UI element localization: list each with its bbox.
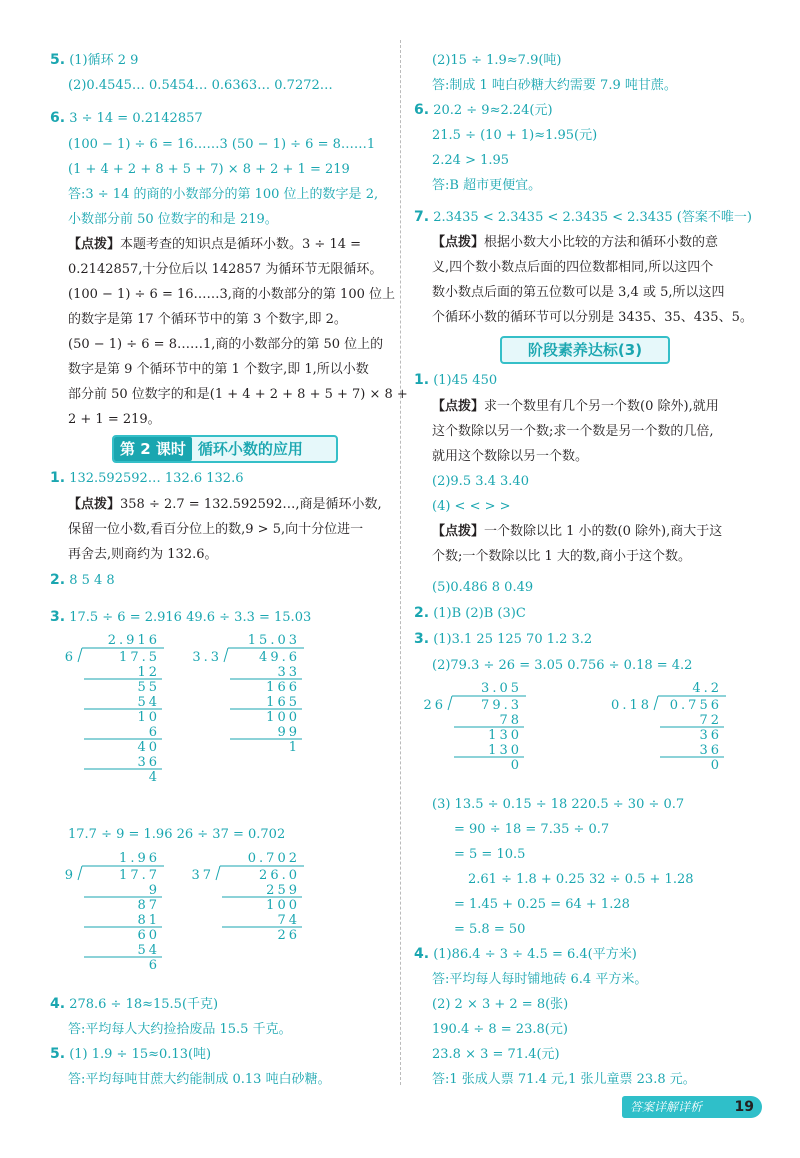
division-divisor: 0.18 (611, 698, 652, 713)
answer-line: 答:制成 1 吨白砂糖大约需要 7.9 吨甘蔗。 (432, 78, 677, 93)
page-number: 19 (734, 1099, 754, 1115)
division-quotient: 3.05 (481, 681, 522, 696)
answer-line: (4) < < > > (432, 499, 511, 514)
hint-line: 再舍去,则商约为 132.6。 (68, 547, 218, 562)
division-step: 100 (266, 710, 300, 725)
answer-line: 2.24 > 1.95 (432, 153, 510, 168)
division-step: 6 (148, 958, 160, 973)
division-bracket-curve (216, 866, 220, 880)
division-divisor: 3.3 (192, 650, 222, 665)
division-step: 78 (499, 713, 522, 728)
hint-line: 【点拨】本题考查的知识点是循环小数。3 ÷ 14 = (68, 237, 362, 252)
hint-line: 【点拨】358 ÷ 2.7 = 132.592592…,商是循环小数, (68, 497, 382, 512)
hint-line: 【点拨】求一个数里有几个另一个数(0 除外),就用 (432, 399, 719, 414)
hint-line: 0.2142857,十分位后以 142857 为循环节无限循环。 (68, 262, 383, 277)
answer-line: 小数部分前 50 位数字的和是 219。 (68, 212, 278, 227)
answer-line: 6. 20.2 ÷ 9≈2.24(元) (414, 102, 553, 118)
division-step: 36 (699, 728, 722, 743)
hint-line: 保留一位小数,看百分位上的数,9 > 5,向十分位进一 (68, 522, 364, 537)
column-divider (400, 40, 401, 1085)
division-quotient: 4.2 (692, 681, 722, 696)
division-step: 165 (266, 695, 300, 710)
division-step: 99 (277, 725, 300, 740)
answer-line: 3. (1)3.1 25 125 70 1.2 3.2 (414, 631, 593, 647)
division-step: 0 (510, 758, 522, 773)
answer-line: 2. 8 5 4 8 (50, 572, 115, 588)
answer-line: 答:B 超市更便宜。 (432, 178, 542, 193)
answer-line: (100 − 1) ÷ 6 = 16……3 (50 − 1) ÷ 6 = 8……1 (68, 137, 376, 152)
division-bracket-curve (448, 696, 452, 710)
answer-line: 1. (1)45 450 (414, 372, 498, 388)
division-step: 6 (148, 725, 160, 740)
answer-line: 4. (1)86.4 ÷ 3 ÷ 4.5 = 6.4(平方米) (414, 946, 637, 962)
lesson-number: 第 2 课时 (114, 437, 192, 461)
answer-line: 23.8 × 3 = 71.4(元) (432, 1047, 560, 1062)
long-division-4 (191, 850, 310, 960)
answer-line: 答:平均每人大约捡拾废品 15.5 千克。 (68, 1022, 292, 1037)
answer-line: 17.7 ÷ 9 = 1.96 26 ÷ 37 = 0.702 (68, 827, 286, 842)
division-bracket-curve (224, 648, 228, 662)
division-step: 81 (137, 913, 160, 928)
division-step: 259 (266, 883, 300, 898)
division-step: 12 (137, 665, 160, 680)
division-step: 36 (699, 743, 722, 758)
hint-line: 的数字是第 17 个循环节中的第 3 个数字,即 2。 (68, 312, 347, 327)
long-division-5 (423, 680, 532, 790)
division-step: 87 (137, 898, 160, 913)
lesson-title: 循环小数的应用 (197, 440, 303, 458)
answer-line: 答:平均每吨甘蔗大约能制成 0.13 吨白砂糖。 (68, 1072, 331, 1087)
division-step: 130 (488, 728, 522, 743)
answer-line: (2)79.3 ÷ 26 = 3.05 0.756 ÷ 0.18 = 4.2 (432, 658, 693, 673)
division-step: 40 (137, 740, 160, 755)
answer-line: 7. 2.3435 < 2.3435 < 2.3435 < 2.3435 (答案不唯一) (414, 209, 752, 225)
hint-line: (100 − 1) ÷ 6 = 16……3,商的小数部分的第 100 位上 (68, 287, 395, 302)
division-step: 4 (148, 770, 160, 785)
division-step: 60 (137, 928, 160, 943)
division-svg (64, 850, 170, 974)
division-step: 74 (277, 913, 300, 928)
answer-line: 4. 278.6 ÷ 18≈15.5(千克) (50, 996, 219, 1012)
hint-line: (50 − 1) ÷ 6 = 8……1,商的小数部分的第 50 位上的 (68, 337, 384, 352)
answer-line: (2)9.5 3.4 3.40 (432, 474, 529, 489)
answer-line: (2)0.4545… 0.5454… 0.6363… 0.7272… (68, 78, 333, 93)
answer-line: (2) 2 × 3 + 2 = 8(张) (432, 997, 569, 1012)
long-division-3 (64, 850, 170, 990)
answer-line: 2. (1)B (2)B (3)C (414, 605, 526, 621)
hint-line: 个数;一个数除以比 1 大的数,商小于这个数。 (432, 549, 692, 564)
answer-line: 190.4 ÷ 8 = 23.8(元) (432, 1022, 568, 1037)
division-step: 130 (488, 743, 522, 758)
answer-line: = 5.8 = 50 (454, 922, 526, 937)
division-step: 33 (277, 665, 300, 680)
answer-line: (5)0.486 8 0.49 (432, 580, 534, 595)
division-dividend: 17.7 (119, 868, 160, 883)
division-quotient: 2.916 (107, 633, 160, 648)
division-step: 100 (266, 898, 300, 913)
division-step: 0 (710, 758, 722, 773)
division-step: 9 (148, 883, 160, 898)
division-bracket-curve (78, 866, 82, 880)
hint-line: 这个数除以另一个数;求一个数是另一个数的几倍, (432, 424, 714, 439)
answer-line: 1. 132.592592… 132.6 132.6 (50, 470, 244, 486)
hint-line: 个循环小数的循环节可以分别是 3435、35、435、5。 (432, 310, 753, 325)
division-dividend: 0.756 (669, 698, 722, 713)
answer-line: (3) 13.5 ÷ 0.15 ÷ 18 220.5 ÷ 30 ÷ 0.7 (432, 797, 685, 812)
division-quotient: 15.03 (247, 633, 300, 648)
division-dividend: 49.6 (259, 650, 300, 665)
division-svg (64, 632, 170, 786)
division-dividend: 26.0 (259, 868, 300, 883)
division-divisor: 9 (64, 868, 76, 883)
answer-line: 答:3 ÷ 14 的商的小数部分的第 100 位上的数字是 2, (68, 187, 379, 202)
hint-line: 2 + 1 = 219。 (68, 412, 161, 427)
answer-line: (1 + 4 + 2 + 8 + 5 + 7) × 8 + 2 + 1 = 219 (68, 162, 350, 177)
long-division-2 (192, 632, 310, 772)
answer-line: 答:1 张成人票 71.4 元,1 张儿童票 23.8 元。 (432, 1072, 696, 1087)
answer-line: 2.61 ÷ 1.8 + 0.25 32 ÷ 0.5 + 1.28 (468, 872, 694, 887)
division-step: 10 (137, 710, 160, 725)
answer-line: 5. (1)循环 2 9 (50, 52, 139, 68)
answer-line: (2)15 ÷ 1.9≈7.9(吨) (432, 53, 562, 68)
division-bracket-curve (654, 696, 658, 710)
division-divisor: 6 (64, 650, 76, 665)
answer-line: 21.5 ÷ (10 + 1)≈1.95(元) (432, 128, 598, 143)
stage-banner: 阶段素养达标(3) (500, 336, 670, 364)
division-svg (611, 680, 732, 774)
hint-line: 【点拨】一个数除以比 1 小的数(0 除外),商大于这 (432, 524, 723, 539)
division-step: 1 (288, 740, 300, 755)
division-step: 55 (137, 680, 160, 695)
hint-line: 就用这个数除以另一个数。 (432, 449, 589, 464)
hint-line: 部分前 50 位数字的和是(1 + 4 + 2 + 8 + 5 + 7) × 8 + (68, 387, 408, 402)
answer-line: = 1.45 + 0.25 = 64 + 1.28 (454, 897, 630, 912)
division-quotient: 0.702 (247, 851, 300, 866)
division-svg (423, 680, 532, 774)
hint-line: 义,四个数小数点后面的四位数都相同,所以这四个 (432, 260, 714, 275)
division-divisor: 37 (191, 868, 214, 883)
answer-line: 答:平均每人每时铺地砖 6.4 平方米。 (432, 972, 648, 987)
division-step: 54 (137, 695, 160, 710)
division-step: 72 (699, 713, 722, 728)
division-svg (191, 850, 310, 944)
division-step: 54 (137, 943, 160, 958)
answer-line: 5. (1) 1.9 ÷ 15≈0.13(吨) (50, 1046, 212, 1062)
lesson-banner (112, 435, 338, 463)
answer-line: 3. 17.5 ÷ 6 = 2.916 49.6 ÷ 3.3 = 15.03 (50, 609, 312, 625)
answer-line: 6. 3 ÷ 14 = 0.2142857 (50, 110, 203, 126)
division-quotient: 1.96 (119, 851, 160, 866)
division-bracket-curve (78, 648, 82, 662)
division-divisor: 26 (423, 698, 446, 713)
footer-label: 答案详解详析 (630, 1100, 703, 1114)
long-division-6 (611, 680, 732, 790)
division-step: 166 (266, 680, 300, 695)
division-step: 26 (277, 928, 300, 943)
division-svg (192, 632, 310, 756)
page-footer (622, 1096, 762, 1118)
hint-line: 【点拨】根据小数大小比较的方法和循环小数的意 (432, 235, 719, 250)
hint-line: 数小数点后面的第五位数可以是 3,4 或 5,所以这四 (432, 285, 725, 300)
answer-line: = 90 ÷ 18 = 7.35 ÷ 0.7 (454, 822, 610, 837)
division-dividend: 17.5 (119, 650, 160, 665)
answer-line: = 5 = 10.5 (454, 847, 526, 862)
hint-line: 数字是第 9 个循环节中的第 1 个数字,即 1,所以小数 (68, 362, 369, 377)
division-dividend: 79.3 (481, 698, 522, 713)
long-division-1 (64, 632, 170, 802)
division-step: 36 (137, 755, 160, 770)
